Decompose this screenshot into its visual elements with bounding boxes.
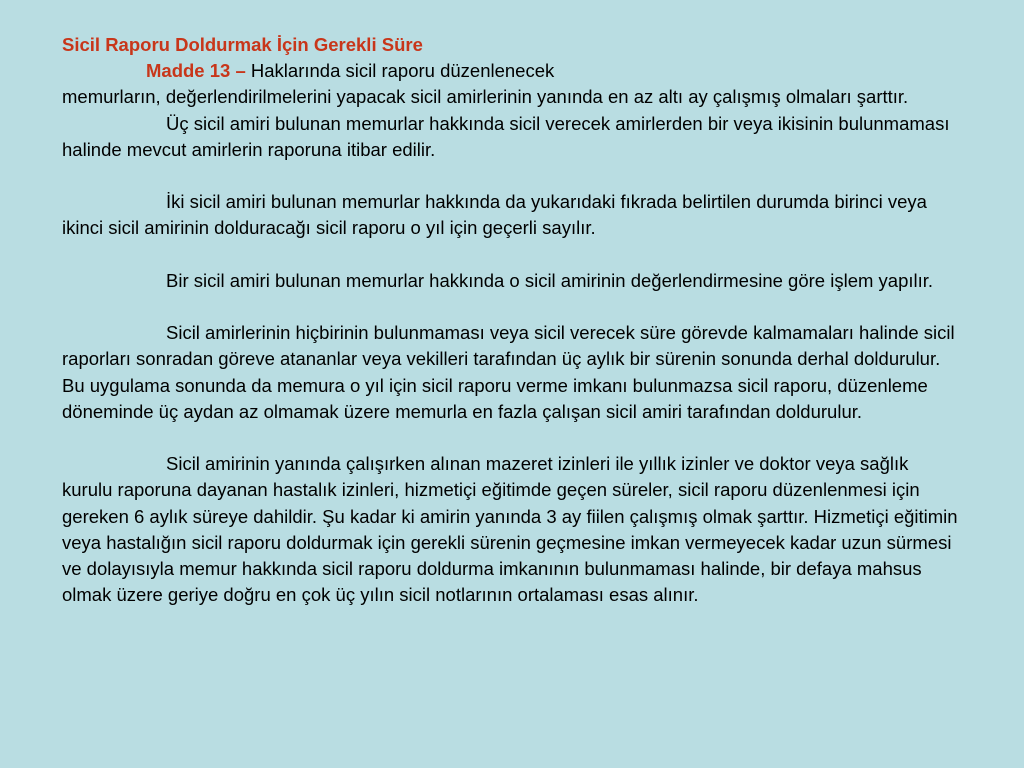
paragraph-2-text: İki sicil amiri bulunan memurlar hakkında da yukarıdaki fıkrada belirtilen durumda birinci veya ikinci sicil amirinin dolduracağı sicil raporu o yıl için geçerli sayılır. bbox=[62, 191, 927, 239]
paragraph-gap bbox=[62, 163, 962, 189]
paragraph-gap bbox=[62, 294, 962, 320]
paragraph-5-text: Sicil amirinin yanında çalışırken alınan mazeret izinleri ile yıllık izinler ve doktor veya sağlık kurulu raporuna dayanan hastalık izinleri, hizmetiçi eğitimde geçen süreler, sicil raporu düzenlenmesi için gereken 6 aylık süreye dahildir. Şu kadar ki amirin yanında 3 ay fiilen çalışmış olmak şarttır. Hizmetiçi eğitimin veya hastalığın sicil raporu doldurmak için gerekli sürenin geçmesine imkan vermeyecek kadar uzun sürmesi ve dolayısıyla memur hakkında sicil raporu doldurma imkanının bulunmaması halinde, bir defaya mahsus olmak üzere geriye doğru en çok üç yılın sicil notlarının ortalaması esas alınır. bbox=[62, 453, 958, 606]
article-intro: Haklarında sicil raporu düzenlenecek bbox=[250, 60, 555, 82]
article-rest: memurların, değerlendirilmelerini yapacak sicil amirlerinin yanında en az altı ay çalışmış olmaları şarttır. bbox=[62, 86, 909, 108]
paragraph-3-text: Bir sicil amiri bulunan memurlar hakkında o sicil amirinin değerlendirmesine göre işlem yapılır. bbox=[166, 269, 934, 291]
paragraph-2 bbox=[62, 189, 962, 241]
paragraph-1 bbox=[62, 111, 962, 163]
paragraph-5 bbox=[62, 451, 962, 608]
article-heading-line bbox=[62, 58, 962, 84]
page-title: Sicil Raporu Doldurmak İçin Gerekli Süre bbox=[62, 34, 423, 55]
slide-content bbox=[62, 32, 962, 608]
paragraph-3 bbox=[62, 268, 962, 294]
paragraph-gap bbox=[62, 425, 962, 451]
paragraph-4-text: Sicil amirlerinin hiçbirinin bulunmaması veya sicil verecek süre görevde kalmamaları halinde sicil raporları sonradan göreve atananlar veya vekilleri tarafından üç aylık bir sürenin sonunda derhal doldurulur. Bu uygulama sonunda da memura o yıl için sicil raporu verme imkanı bulunmazsa sicil raporu, düzenleme döneminde üç aydan az olmamak üzere memurla en fazla çalışan sicil amiri tarafından doldurulur. bbox=[62, 322, 955, 422]
paragraph-4 bbox=[62, 320, 962, 425]
paragraph-gap bbox=[62, 242, 962, 268]
article-label: Madde 13 – bbox=[146, 60, 246, 82]
paragraph-1-text: Üç sicil amiri bulunan memurlar hakkında sicil verecek amirlerden bir veya ikisinin bulunmaması halinde mevcut amirlerin raporuna itibar edilir. bbox=[62, 112, 950, 160]
